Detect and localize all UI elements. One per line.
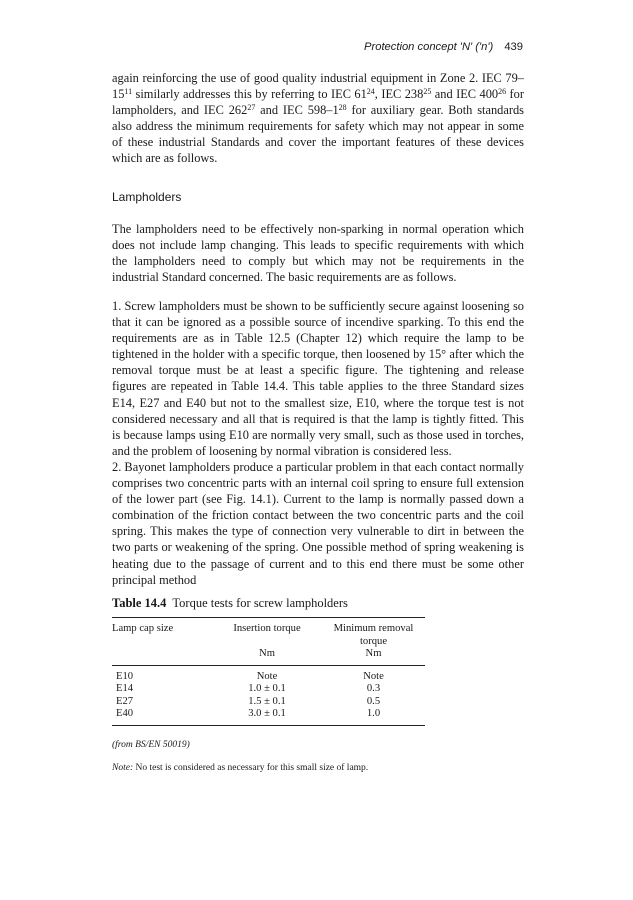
lampholders-paragraph: The lampholders need to be effectively non-sparking in normal operation which does not include lamp changing. This leads to specific requirements with which the lampholders need to comply but which may not be requirements in the industrial Standard concerned. The basic requirements are as follows.: [112, 222, 524, 285]
table-caption-text: Torque tests for screw lampholders: [172, 596, 348, 610]
list-item: 1. Screw lampholders must be shown to be sufficiently secure against loosening so that it can be ignored as a possible source of incendive sparking. To this end the requirements are as in Table 12.5 (Chapter 12) which require the lamp to be tightened in the holder with a specific torque, then loosened by 15° after which the removal torque must be at least a specific figure. The tightening and release figures are repeated in Table 14.4. This table applies to the three Standard sizes E14, E27 and E40 but not to the smallest size, E10, where the torque test is not considered necessary and all that is required is that the lamp is tightly fitted. This is because lamps using E10 are normally very small, such as those used in torches, and the problem of loosening by normal vibration is considered less.: [112, 299, 524, 458]
table-note: [112, 763, 368, 773]
table-row: E14 1.0 ± 0.1 0.3: [116, 683, 381, 694]
table-row: E10 Note Note: [116, 670, 384, 682]
table-header-row: [112, 618, 425, 648]
torque-table: [112, 617, 425, 726]
unit-cell: [112, 648, 212, 661]
column-header: Insertion torque: [233, 623, 301, 634]
note-label: Note:: [112, 763, 134, 773]
table-row: E27 1.5 ± 0.1 0.5: [116, 695, 381, 707]
table-row: E40 3.0 ± 0.1 1.0: [116, 708, 381, 719]
table-source: (from BS/EN 50019): [112, 740, 190, 750]
unit-cell: Nm: [365, 648, 382, 659]
table-units-row: [112, 648, 425, 661]
list-item: 2. Bayonet lampholders produce a particular problem in that each contact normally comprises two concentric parts with an internal coil spring to ensure full extension of the lower part (see Fig. 14.1). Current to the lamp is normally passed down a combination of the friction contact between the two concentric parts and the coil spring. This makes the type of connection very vulnerable to dirt in between the two parts or weakening of the spring. One possible method of spring weakening is heating due to the passage of current and to this end there must be some other principal method: [112, 459, 524, 587]
table-caption: [112, 596, 348, 611]
intro-paragraph: again reinforcing the use of good quality industrial equipment in Zone 2. IEC $79-15^{11}$ similarly addresses this by referring to IEC $61^{24}$, IEC $238^{25}$ and IEC $400^{26}$ for lampholders, and IEC $262^{27}$ and IEC $598-1^{28}$ for auxiliary gear. Both standards also address the minimum requirements for safety which may not appear in some of these industrial Standards and cover the important features of these devices which are as follows.: [112, 71, 525, 166]
running-header: [112, 41, 523, 53]
table-label: Table 14.4: [112, 596, 167, 610]
note-text: No test is considered as necessary for this small size of lamp.: [133, 763, 369, 773]
unit-cell: Nm: [259, 648, 275, 659]
page-number: 439: [504, 41, 523, 53]
requirements-list: [112, 298, 524, 588]
column-header: Lamp cap size: [112, 623, 174, 634]
column-header: Minimum removal torque: [333, 623, 414, 647]
section-heading: Lampholders: [112, 190, 182, 204]
running-title: Protection concept 'N' ('n'): [364, 41, 494, 53]
table-bottom-rule: [112, 725, 425, 726]
